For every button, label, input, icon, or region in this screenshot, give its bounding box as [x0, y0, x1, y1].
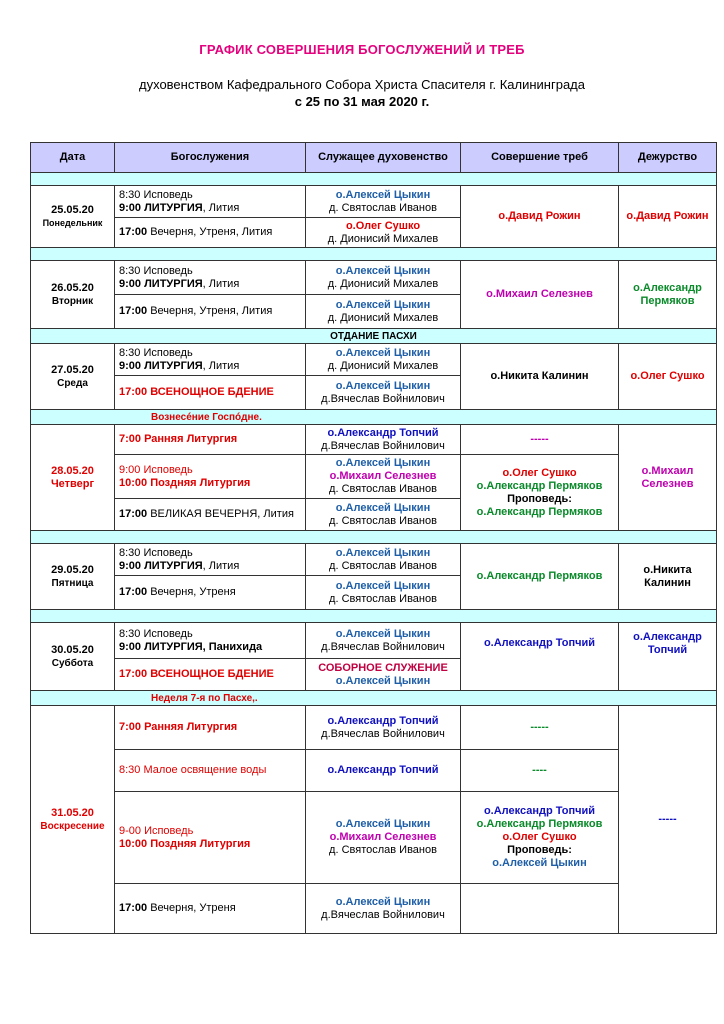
- table-row: [31, 623, 717, 659]
- rites-name: о.Олег Сушко: [502, 831, 577, 843]
- clergy-name: о.Алексей Цыкин: [335, 818, 431, 830]
- clergy-name: о.Алексей Цыкин: [335, 579, 431, 592]
- duty-cell: о.Никита Калинин: [619, 544, 717, 610]
- service-cell: [115, 623, 306, 659]
- table-row: [31, 544, 717, 576]
- clergy-cell: [306, 186, 461, 218]
- clergy-name: о.Алексей Цыкин: [335, 546, 431, 559]
- rites-cell: [461, 792, 619, 884]
- spacer-row: [31, 248, 717, 261]
- spacer-row: [31, 173, 717, 186]
- feast-row: [31, 329, 717, 344]
- clergy-name: д.Вячеслав Войнилович: [321, 727, 445, 740]
- clergy-name: о.Алексей Цыкин: [335, 895, 431, 908]
- page-period: с 25 по 31 мая 2020 г.: [294, 94, 430, 109]
- duty-cell: о.Александр Пермяков: [619, 261, 717, 329]
- date-cell: [31, 706, 115, 934]
- service-line: 9:00 Исповедь: [119, 463, 193, 476]
- date-cell: [31, 344, 115, 410]
- feast-row: [31, 691, 717, 706]
- weekday-text: Четверг: [50, 477, 95, 490]
- rites-cell: о.Михаил Селезнев: [461, 261, 619, 329]
- clergy-cell: [306, 499, 461, 531]
- rites-cell: -----: [461, 706, 619, 750]
- clergy-cell: [306, 455, 461, 499]
- col-duty: Дежурство: [619, 143, 717, 173]
- date-cell: [31, 623, 115, 691]
- weekday-text: Вторник: [51, 295, 94, 307]
- service-cell: [115, 261, 306, 295]
- table-row: [31, 261, 717, 295]
- clergy-name: д. Святослав Иванов: [329, 844, 437, 856]
- clergy-name: о.Алексей Цыкин: [335, 298, 431, 311]
- clergy-name: о.Алексей Цыкин: [335, 674, 431, 687]
- clergy-name: д. Святослав Иванов: [329, 201, 437, 214]
- service-time: 9:00 ЛИТУРГИЯ: [119, 559, 203, 572]
- col-rites: Совершение треб: [461, 143, 619, 173]
- service-cell: [115, 295, 306, 329]
- service-rest: , Лития: [202, 277, 240, 290]
- service-cell: 8:30 Малое освящение воды: [115, 750, 306, 792]
- table-row: [31, 792, 717, 884]
- duty-cell: о.Михаил Селезнев: [619, 425, 717, 531]
- clergy-name: д. Святослав Иванов: [329, 514, 437, 527]
- clergy-name: д.Вячеслав Войнилович: [321, 908, 445, 921]
- clergy-name: д. Святослав Иванов: [329, 559, 437, 572]
- clergy-name: СОБОРНОЕ СЛУЖЕНИЕ: [318, 661, 448, 674]
- clergy-cell: [306, 884, 461, 934]
- service-cell: [115, 544, 306, 576]
- spacer-row: [31, 531, 717, 544]
- service-line: 9:00 ЛИТУРГИЯ, Панихида: [119, 640, 263, 653]
- clergy-name: д. Дионисий Михалев: [327, 311, 439, 324]
- service-rest: Вечерня, Утреня, Лития: [147, 305, 273, 317]
- weekday-text: Понедельник: [42, 217, 103, 228]
- service-cell: [115, 792, 306, 884]
- duty-cell: о.Александр Топчий: [619, 623, 717, 691]
- rites-cell: о.Александр Топчий: [461, 623, 619, 691]
- rites-name: о.Александр Топчий: [483, 805, 596, 817]
- clergy-name: д.Вячеслав Войнилович: [321, 640, 445, 653]
- service-cell: [115, 884, 306, 934]
- rites-name: о.Алексей Цыкин: [492, 857, 587, 869]
- service-cell: [115, 499, 306, 531]
- clergy-cell: [306, 659, 461, 691]
- date-cell: [31, 186, 115, 248]
- rites-cell: -----: [461, 425, 619, 455]
- rites-name: о.Александр Пермяков: [476, 505, 603, 518]
- table-row: [31, 425, 717, 455]
- duty-cell: -----: [619, 706, 717, 934]
- service-time: 17:00: [119, 305, 148, 317]
- feast-label: Неделя 7-я по Пасхе,.: [31, 691, 717, 706]
- table-row: [31, 884, 717, 934]
- service-line: 8:30 Исповедь: [119, 346, 193, 359]
- col-clergy: Служащее духовенство: [306, 143, 461, 173]
- clergy-name: о.Александр Топчий: [327, 426, 439, 439]
- clergy-name: о.Олег Сушко: [345, 219, 421, 232]
- service-cell: 17:00 ВСЕНОЩНОЕ БДЕНИЕ: [115, 659, 306, 691]
- service-time: 9:00 ЛИТУРГИЯ: [119, 277, 203, 290]
- rites-name: о.Александр Пермяков: [476, 818, 603, 830]
- clergy-cell: [306, 295, 461, 329]
- date-cell: [31, 261, 115, 329]
- feast-label: ОТДАНИЕ ПАСХИ: [31, 329, 717, 344]
- service-time: 9:00 ЛИТУРГИЯ: [119, 201, 203, 214]
- date-text: 29.05.20: [51, 563, 94, 576]
- date-cell: [31, 425, 115, 531]
- rites-cell: о.Александр Пермяков: [461, 544, 619, 610]
- service-cell: 7:00 Ранняя Литургия: [115, 706, 306, 750]
- feast-row: [31, 410, 717, 425]
- table-header-row: [31, 143, 717, 173]
- rites-cell: [461, 884, 619, 934]
- service-rest: , Лития: [202, 359, 240, 372]
- clergy-cell: [306, 576, 461, 610]
- col-date: Дата: [31, 143, 115, 173]
- feast-label: Вознесéние Госпóдне.: [31, 410, 717, 425]
- clergy-cell: [306, 344, 461, 376]
- date-text: 28.05.20: [51, 464, 94, 477]
- clergy-name: д.Вячеслав Войнилович: [321, 392, 445, 405]
- date-text: 25.05.20: [51, 203, 94, 216]
- clergy-cell: [306, 623, 461, 659]
- rites-name: о.Олег Сушко: [502, 466, 577, 479]
- duty-cell: о.Давид Рожин: [619, 186, 717, 248]
- clergy-name: о.Алексей Цыкин: [335, 501, 431, 514]
- clergy-name: д. Святослав Иванов: [329, 483, 437, 495]
- clergy-name: о.Алексей Цыкин: [335, 457, 431, 469]
- clergy-cell: [306, 706, 461, 750]
- weekday-text: Суббота: [51, 657, 94, 669]
- page-subtitle: духовенством Кафедрального Собора Христа Спасителя г. Калининграда: [139, 77, 585, 92]
- duty-cell: о.Олег Сушко: [619, 344, 717, 410]
- service-line: 8:30 Исповедь: [119, 188, 193, 201]
- table-row: [31, 455, 717, 499]
- clergy-name: д. Святослав Иванов: [329, 592, 437, 605]
- service-line: 8:30 Исповедь: [119, 627, 193, 640]
- service-rest: Вечерня, Утреня: [147, 902, 236, 914]
- service-line: 10:00 Поздняя Литургия: [119, 837, 251, 850]
- service-time: 17:00: [119, 226, 148, 238]
- rites-name: о.Александр Пермяков: [476, 479, 603, 492]
- service-line: 8:30 Исповедь: [119, 264, 193, 277]
- weekday-text: Воскресение: [40, 820, 105, 832]
- clergy-name: д. Дионисий Михалев: [327, 359, 439, 372]
- clergy-name: о.Александр Топчий: [327, 714, 439, 727]
- clergy-cell: [306, 218, 461, 248]
- service-cell: [115, 576, 306, 610]
- clergy-cell: о.Александр Топчий: [306, 750, 461, 792]
- service-line: 9-00 Исповедь: [119, 824, 194, 837]
- spacer-row: [31, 610, 717, 623]
- clergy-name: д. Дионисий Михалев: [327, 232, 439, 245]
- table-row: [31, 186, 717, 218]
- clergy-name: д. Дионисий Михалев: [327, 277, 439, 290]
- rites-cell: [461, 455, 619, 531]
- date-text: 30.05.20: [51, 643, 94, 656]
- rites-cell: о.Давид Рожин: [461, 186, 619, 248]
- clergy-name: о.Алексей Цыкин: [335, 627, 431, 640]
- rites-cell: ----: [461, 750, 619, 792]
- clergy-cell: [306, 376, 461, 410]
- service-rest: Вечерня, Утреня: [147, 586, 236, 598]
- service-rest: Вечерня, Утреня, Лития: [147, 226, 273, 238]
- rites-cell: о.Никита Калинин: [461, 344, 619, 410]
- table-row: [31, 706, 717, 750]
- service-cell: [115, 218, 306, 248]
- service-time: 17:00: [119, 902, 148, 914]
- service-cell: 17:00 ВСЕНОЩНОЕ БДЕНИЕ: [115, 376, 306, 410]
- service-line: 8:30 Исповедь: [119, 546, 193, 559]
- schedule-table: [30, 142, 717, 934]
- clergy-name: о.Алексей Цыкин: [335, 346, 431, 359]
- sermon-label: Проповедь:: [507, 492, 572, 505]
- weekday-text: Пятница: [51, 577, 94, 589]
- service-cell: [115, 186, 306, 218]
- clergy-name: о.Михаил Селезнев: [329, 470, 437, 482]
- service-cell: [115, 455, 306, 499]
- clergy-cell: [306, 792, 461, 884]
- service-time: 17:00: [119, 586, 148, 598]
- col-services: Богослужения: [115, 143, 306, 173]
- clergy-name: о.Алексей Цыкин: [335, 264, 431, 277]
- weekday-text: Среда: [57, 377, 88, 389]
- date-text: 31.05.20: [51, 806, 94, 819]
- sermon-label: Проповедь:: [507, 844, 572, 856]
- service-time: 9:00 ЛИТУРГИЯ: [119, 359, 203, 372]
- service-time: 17:00: [119, 508, 148, 520]
- service-line: 10:00 Поздняя Литургия: [119, 476, 251, 489]
- table-row: [31, 344, 717, 376]
- clergy-cell: [306, 425, 461, 455]
- date-cell: [31, 544, 115, 610]
- clergy-name: о.Михаил Селезнев: [329, 831, 437, 843]
- service-rest: , Лития: [202, 559, 240, 572]
- clergy-name: о.Алексей Цыкин: [335, 188, 431, 201]
- service-rest: , Лития: [202, 201, 240, 214]
- service-rest: ВЕЛИКАЯ ВЕЧЕРНЯ, Лития: [147, 508, 294, 520]
- table-row: [31, 750, 717, 792]
- date-text: 27.05.20: [51, 363, 94, 376]
- page-title: ГРАФИК СОВЕРШЕНИЯ БОГОСЛУЖЕНИЙ И ТРЕБ: [199, 42, 525, 57]
- clergy-name: д.Вячеслав Войнилович: [321, 439, 445, 452]
- date-text: 26.05.20: [51, 281, 94, 294]
- clergy-cell: [306, 544, 461, 576]
- service-cell: [115, 344, 306, 376]
- clergy-name: о.Алексей Цыкин: [335, 379, 431, 392]
- service-cell: 7:00 Ранняя Литургия: [115, 425, 306, 455]
- clergy-cell: [306, 261, 461, 295]
